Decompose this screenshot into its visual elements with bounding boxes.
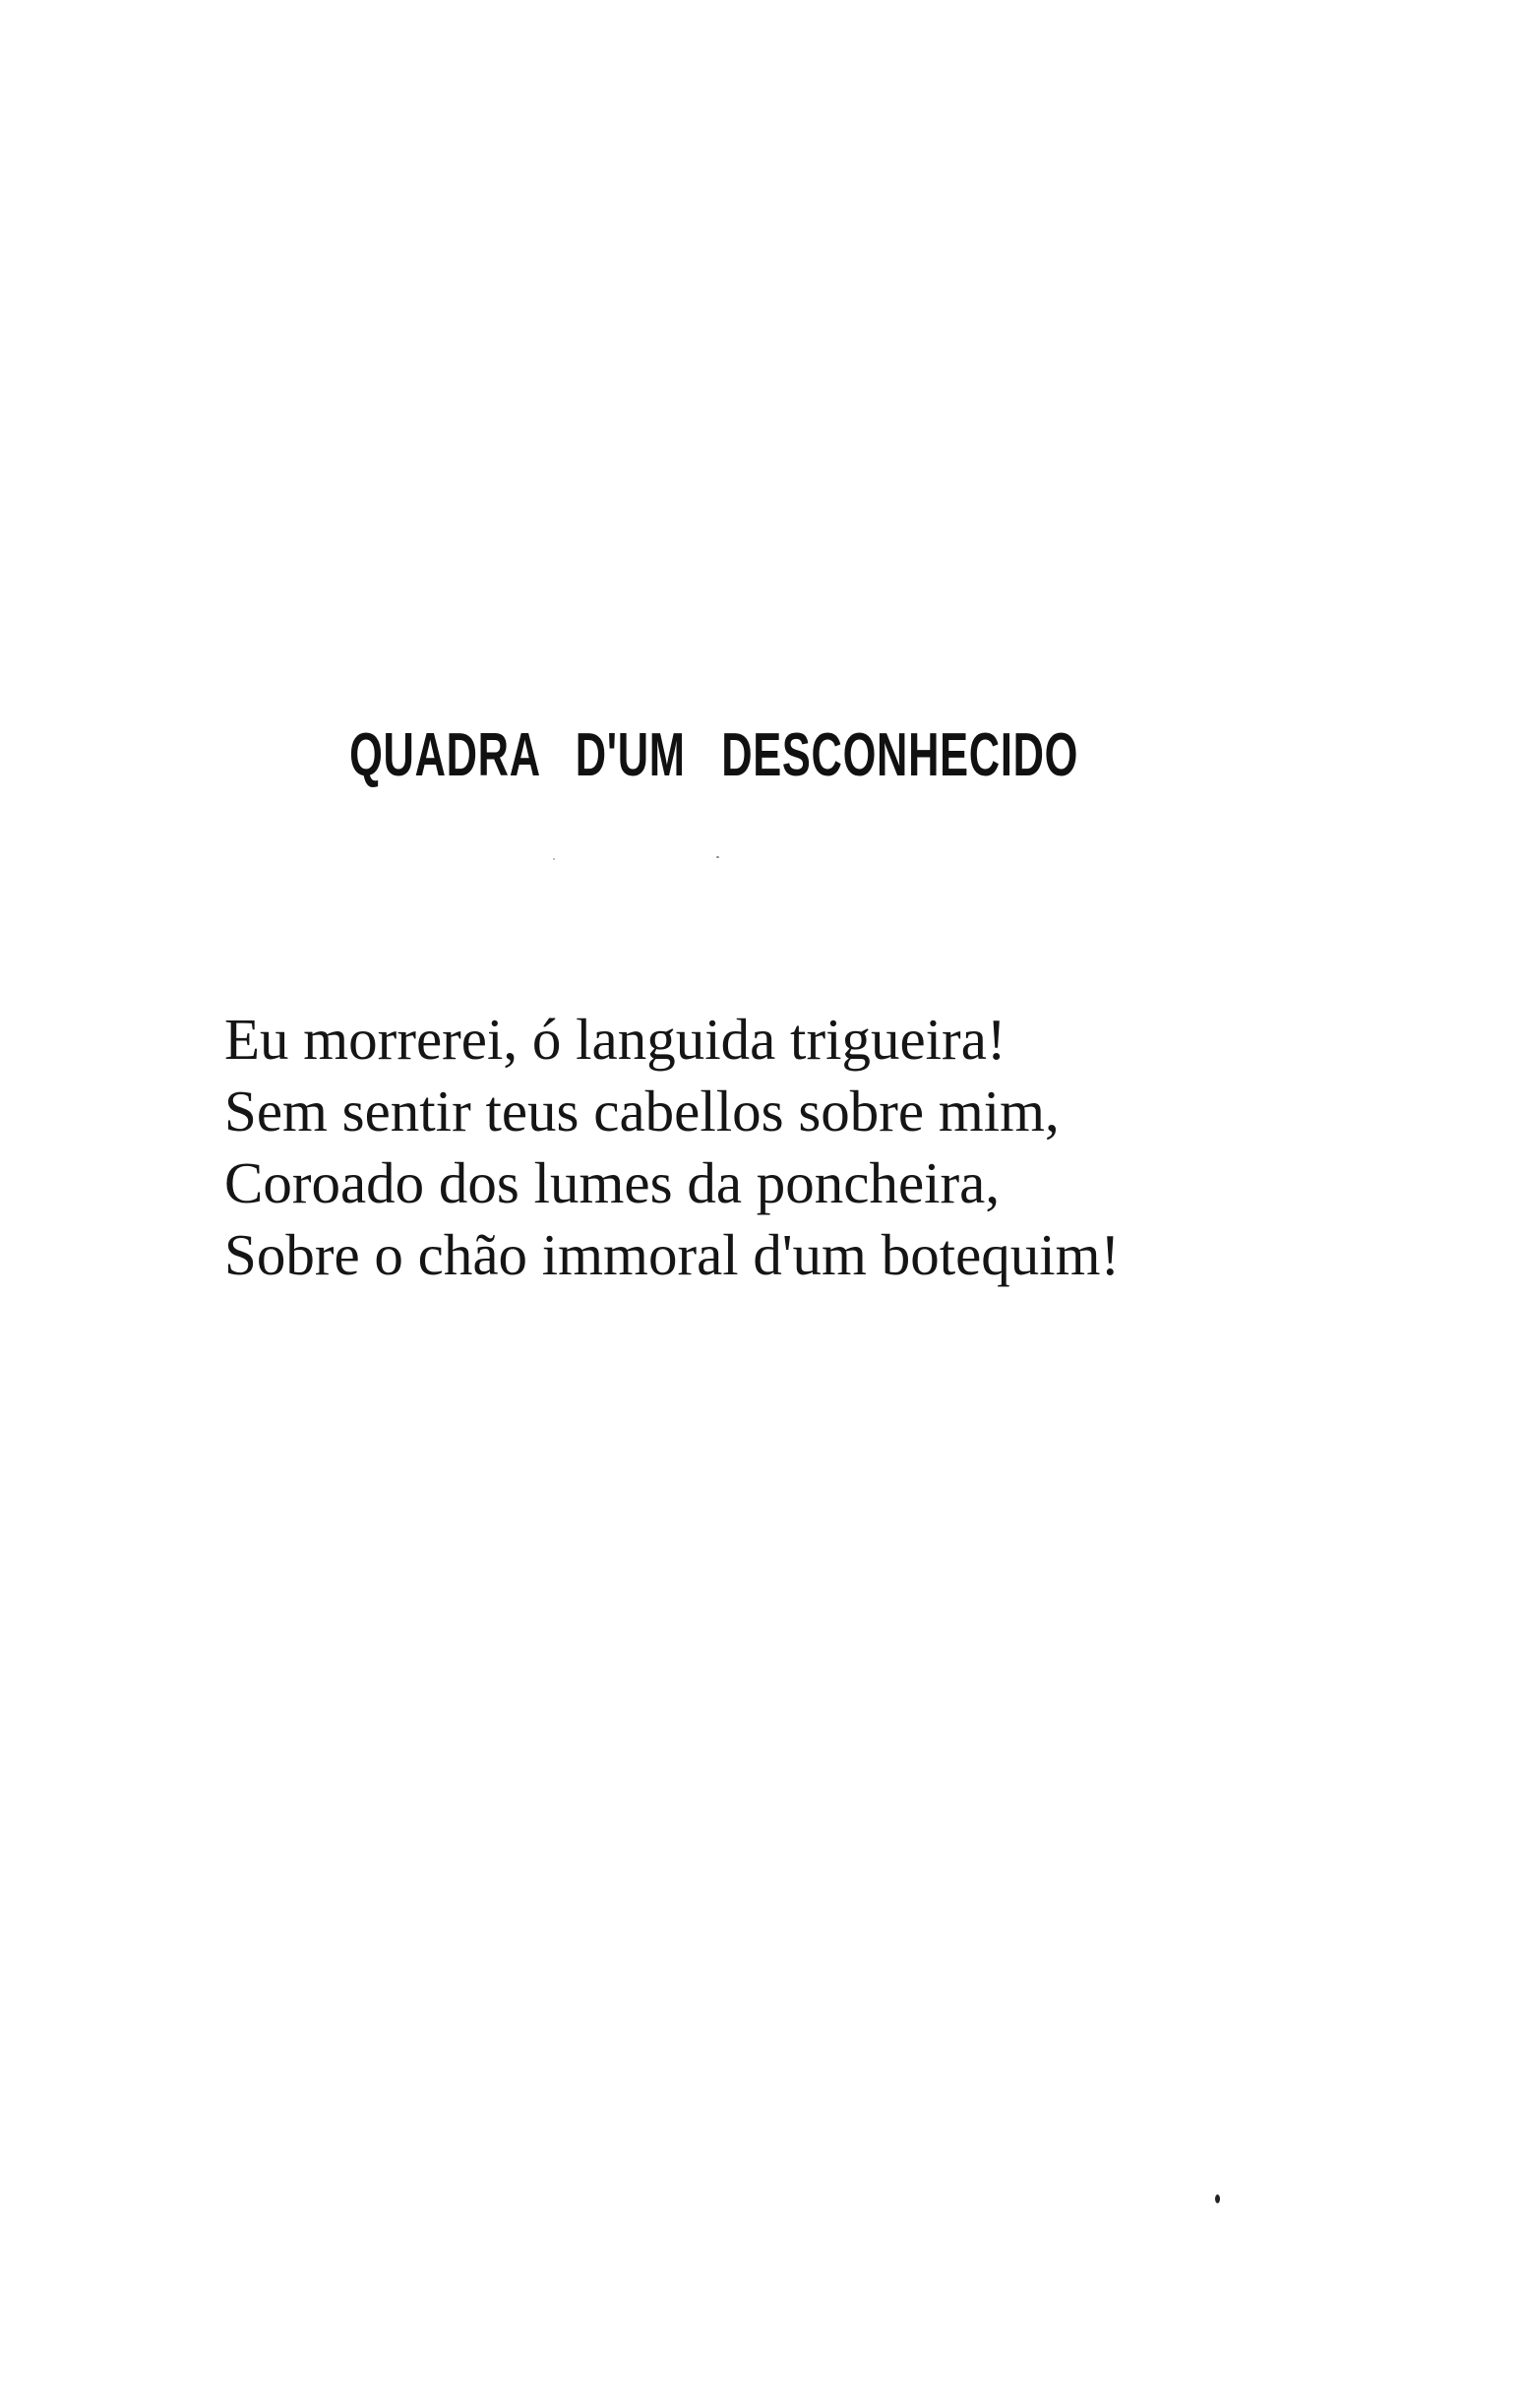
poem-stanza: [224, 1004, 1120, 1291]
poem-line-2: Sem sentir teus cabellos sobre mim,: [224, 1079, 1060, 1143]
ink-speck: [716, 856, 719, 858]
ink-speck: [553, 858, 555, 860]
poem-line-4: Sobre o chão immoral d'um botequim!: [224, 1222, 1121, 1287]
poem-title: QUADRA D'UM DESCONHECIDO: [349, 721, 1079, 789]
poem-line-1: Eu morrerei, ó languida trigueira!: [224, 1007, 1006, 1072]
poem-line-3: Coroado dos lumes da poncheira,: [224, 1150, 1001, 1215]
ink-speck: [1215, 2194, 1220, 2203]
